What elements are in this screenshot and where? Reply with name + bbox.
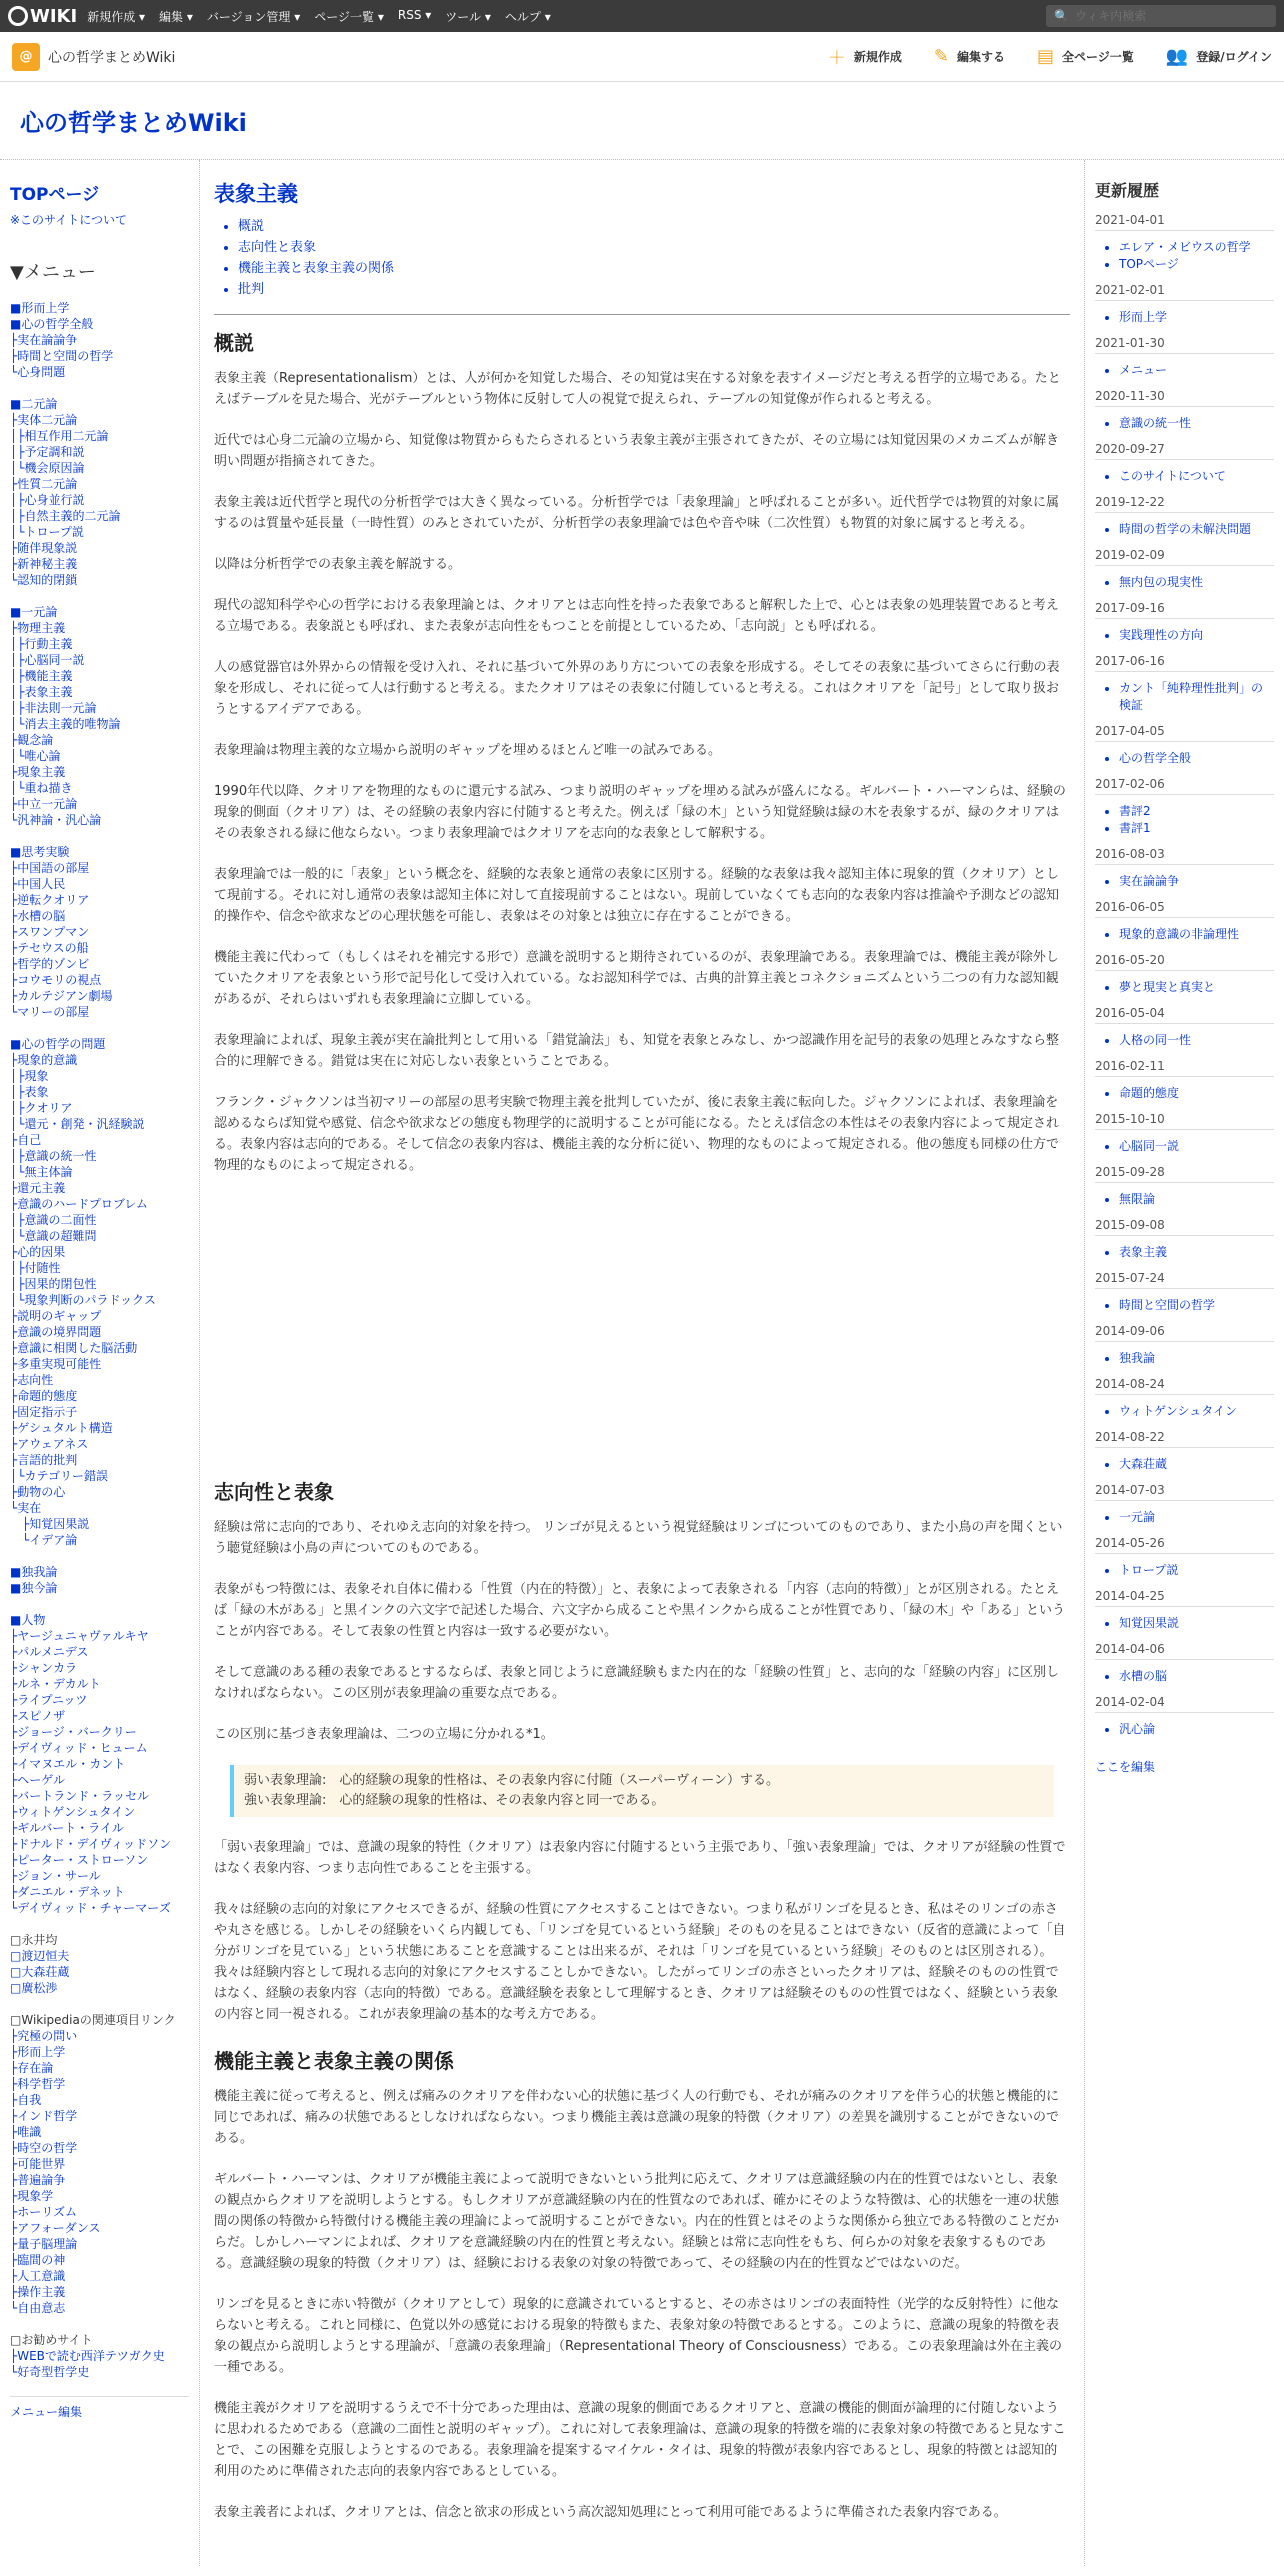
- menu-item[interactable]: ■独今論: [10, 1581, 58, 1595]
- update-item[interactable]: • TOPページ: [1119, 256, 1274, 273]
- action-2[interactable]: [1037, 44, 1134, 70]
- menu-block: [10, 1036, 189, 1548]
- paragraph: 機能主義に従って考えると、例えば痛みのクオリアを伴わない心的状態に基づく人の行動でも、それが痛みのクオリアを伴う心的状態と機能的に同じであれば、痛みの状態であるとしなければならない。つまり機能主義は意識の現象的特徴（クオリア）の差異を識別することができないのである。: [214, 2089, 1060, 2146]
- about-link[interactable]: ※このサイトについて: [10, 213, 127, 227]
- menu-item[interactable]: │└還元・創発・汎経験説: [10, 1117, 145, 1131]
- menu-item[interactable]: □大森荘蔵: [10, 1965, 70, 1979]
- menu-item[interactable]: ├言語的批判: [10, 1453, 78, 1467]
- menu-item[interactable]: ├ギルバート・ライル: [10, 1821, 124, 1835]
- table-of-contents: [238, 216, 1070, 300]
- menu-item[interactable]: ├意識の境界問題: [10, 1325, 102, 1339]
- paragraph: 近代では心身二元論の立場から、知覚像は物質からもたらされるという表象主義が主張されてきたが、その立場には知覚因果のメカニズムが解き明い問題が指摘されてきた。: [214, 433, 1060, 469]
- update-list: [1119, 1350, 1274, 1367]
- paragraph: 以降は分析哲学での表象主義を解説する。: [214, 557, 462, 572]
- menu-item[interactable]: ├現象的意識: [10, 1053, 78, 1067]
- at-icon: [8, 6, 28, 26]
- update-list: [1119, 979, 1274, 996]
- section-heading: 志向性と表象: [214, 1480, 334, 1504]
- wiki-title[interactable]: 心の哲学まとめWiki: [20, 109, 247, 137]
- menu-edit-link[interactable]: メニュー編集: [10, 2396, 189, 2420]
- menu-item[interactable]: │├現象: [10, 1069, 49, 1083]
- action-bar: [796, 44, 1272, 70]
- update-list: [1119, 362, 1274, 379]
- action-3[interactable]: [1166, 44, 1272, 70]
- update-list: [1119, 750, 1274, 767]
- menu-item[interactable]: └好奇型哲学史: [10, 2365, 90, 2379]
- menu-item[interactable]: ├ヤージュニャヴァルキヤ: [10, 1629, 149, 1643]
- update-list: [1119, 926, 1274, 943]
- paragraph: ギルバート・ハーマンは、クオリアが機能主義によって説明できないという批判に応えて、クオリアは意識経験の内在的性質ではないとし、表象の観点からクオリアを説明しようとする。もしクオリアが意識経験の内在的性質なのであれば、確かにそのような特徴は、心的状態を一連の状態間の関係の特徴から特徴付ける機能主義の理論によって説明することができない。内在的性質とはそのような関係から独立である特徴のことだからだ。しかしハーマンによれば、クオリアを意識経験の内在的性質と考えない。経験とは常に志向性をもち、何らかの対象を表象するものである。意識経験の現象的特徴（クオリア）は、経験における表象の対象の特徴であって、その経験の内在的性質などではないのだ。: [214, 2172, 1060, 2271]
- update-list: [1119, 1403, 1274, 1420]
- menu-item[interactable]: ├スワンプマン: [10, 925, 90, 939]
- menu-item[interactable]: ├ルネ・デカルト: [10, 1677, 101, 1691]
- wiki-logo[interactable]: WIKI: [8, 6, 77, 27]
- paragraph: リンゴを見るときに赤い特徴が（クオリアとして）現象的に意識されているとすると、その赤さはリンゴの表面特性（光学的な反射特性）に他ならないと考える。これと同様に、色覚以外の感覚における現象的特徴もまた、表象対象の特徴であるとする。このように、意識の現象的特徴を表象の観点から説明しようとする理論が、「意識の表象理論」（Representational Theory of Consciousness）である。この表象理論は外在主義の一種である。: [214, 2297, 1062, 2375]
- menu-item: □永井均: [10, 1933, 58, 1947]
- update-date: 2016-08-03: [1095, 847, 1274, 865]
- paragraph: 表象主義は近代哲学と現代の分析哲学では大きく異なっている。分析哲学では「表象理論」と呼ばれることが多い。近代哲学では物質的対象に属するのは質量や延長量（一時性質）のみとされていたが、分析哲学の表象理論では色や音や味（二次性質）も物質的対象に属すると考える。: [214, 495, 1060, 531]
- menu-item[interactable]: ├ジョン・サール: [10, 1869, 101, 1883]
- update-date: 2015-09-08: [1095, 1218, 1274, 1236]
- menu-item[interactable]: ├コウモリの視点: [10, 973, 102, 987]
- menu-item[interactable]: └心身問題: [10, 365, 66, 379]
- top-menu-item[interactable]: 編集 ▾: [159, 9, 193, 24]
- menu-block: [10, 604, 189, 828]
- update-item[interactable]: • 夢と現実と真実と: [1119, 979, 1274, 996]
- top-menu-item[interactable]: ツール ▾: [445, 9, 491, 24]
- menu-item[interactable]: ├還元主義: [10, 1181, 66, 1195]
- menu-item[interactable]: ■二元論: [10, 397, 58, 411]
- menu-item[interactable]: └自由意志: [10, 2301, 66, 2315]
- menu-item[interactable]: ├随伴現象説: [10, 541, 78, 555]
- menu-item[interactable]: └実在: [10, 1501, 42, 1515]
- update-item[interactable]: • 水槽の脳: [1119, 1668, 1274, 1685]
- search-input[interactable]: [1075, 9, 1265, 23]
- menu-item[interactable]: ├意識に相関した脳活動: [10, 1341, 138, 1355]
- paragraph: 人の感覚器官は外界からの情報を受け入れ、それに基づいて外界のあり方についての表象を形成する。そしてその表象に基づいてさらに行動の表象を形成し、それに従って人は行動すると考える。またクオリアはその表象に付随していると考える。これはクオリアを「記号」として取り扱おうとするアイデアである。: [214, 660, 1060, 717]
- update-list: [1119, 574, 1274, 591]
- top-menu-item[interactable]: RSS ▾: [397, 7, 432, 22]
- section-heading: 概説: [214, 331, 254, 355]
- menu-item[interactable]: └デイヴィッド・チャーマーズ: [10, 1901, 171, 1915]
- update-date: 2014-04-25: [1095, 1589, 1274, 1607]
- update-item[interactable]: • 一元論: [1119, 1509, 1274, 1526]
- menu-item[interactable]: │└現象判断のパラドックス: [10, 1293, 156, 1307]
- update-item[interactable]: • 大森荘蔵: [1119, 1456, 1274, 1473]
- wiki-header: [0, 82, 1284, 160]
- update-list: [1119, 521, 1274, 538]
- update-item[interactable]: • 意識の統一性: [1119, 415, 1274, 432]
- main-content: [200, 160, 1084, 2566]
- menu-item[interactable]: │└カテゴリー錯誤: [10, 1469, 108, 1483]
- action-icon: ＋: [827, 47, 846, 69]
- top-menu-item[interactable]: ページ一覧 ▾: [314, 9, 384, 24]
- action-icon: ▤: [1037, 46, 1055, 67]
- menu-item[interactable]: │├クオリア: [10, 1101, 73, 1115]
- menu-item[interactable]: ├科学哲学: [10, 2077, 66, 2091]
- menu-item[interactable]: │├因果的閉包性: [10, 1277, 97, 1291]
- update-item[interactable]: • 汎心論: [1119, 1721, 1274, 1738]
- update-date: 2014-08-22: [1095, 1430, 1274, 1448]
- menu-item[interactable]: ├唯識: [10, 2125, 42, 2139]
- update-date: 2014-08-24: [1095, 1377, 1274, 1395]
- menu-item[interactable]: ├実在論論争: [10, 333, 78, 347]
- update-list: [1119, 873, 1274, 890]
- menu-item[interactable]: ├パルメニデス: [10, 1645, 89, 1659]
- menu-block: [10, 1932, 189, 1996]
- update-date: 2017-06-16: [1095, 654, 1274, 672]
- menu-item[interactable]: ■心の哲学の問題: [10, 1037, 106, 1051]
- update-date: 2016-02-11: [1095, 1059, 1274, 1077]
- update-date: 2015-10-10: [1095, 1112, 1274, 1130]
- update-list: [1119, 239, 1274, 273]
- paragraph: そして意識のある種の表象であるとするならば、表象と同じように意識経験もまた内在的な「経験の性質」と、志向的な「経験の内容」に区別しなければならない。この区別が表象理論の重要な点である。: [214, 1665, 1060, 1701]
- menu-item[interactable]: │├表象主義: [10, 685, 73, 699]
- update-date: 2016-05-04: [1095, 1006, 1274, 1024]
- menu-item[interactable]: ├観念論: [10, 733, 54, 747]
- paragraph: 表象理論では一般的に「表象」という概念を、経験的な表象と通常の表象に区別する。経験的な表象は我々認知主体に現象的質（クオリア）として現前する。それに対し通常の表象は認知主体に対して直接現前することはない。現前していなくても志向的な表象内容は推論や予測などの認知的操作や、信念や欲求などの心理状態を可能し、表象はその対象とは独立に存在することができる。: [214, 867, 1060, 924]
- update-item[interactable]: • 現象的意識の非論理性: [1119, 926, 1274, 943]
- update-list: [1119, 803, 1274, 837]
- update-item[interactable]: • 書評2: [1119, 803, 1274, 820]
- menu-item[interactable]: ■形而上学: [10, 301, 70, 315]
- paragraph: フランク・ジャクソンは当初マリーの部屋の思考実験で物理主義を批判していたが、後に表象主義に転向した。ジャクソンによれば、表象理論を認めるならば知覚や感覚、信念や欲求などの態度も物理学的に説明することが可能になる。たとえば信念の本性はその表象内容によって規定される。表象内容は志向的である。そして信念の表象内容は、機能主義的な分析に従い、物理的なものによって規定される。他の態度も同様の仕方で物理的なものによって規定される。: [214, 1095, 1060, 1173]
- update-date: 2014-07-03: [1095, 1483, 1274, 1501]
- menu-block: [10, 300, 189, 380]
- top-menu-item[interactable]: バージョン管理 ▾: [206, 9, 301, 24]
- menu-item[interactable]: ├時間と空間の哲学: [10, 349, 114, 363]
- update-date: 2021-02-01: [1095, 283, 1274, 301]
- menu-item[interactable]: ■一元論: [10, 605, 58, 619]
- update-item[interactable]: • 表象主義: [1119, 1244, 1274, 1261]
- update-date: 2021-01-30: [1095, 336, 1274, 354]
- update-date: 2014-04-06: [1095, 1642, 1274, 1660]
- menu-item[interactable]: ├ジョージ・バークリー: [10, 1725, 137, 1739]
- left-sidebar: [0, 160, 200, 2566]
- menu-item[interactable]: ├可能世界: [10, 2157, 66, 2171]
- update-date: 2017-09-16: [1095, 601, 1274, 619]
- menu-item[interactable]: □廣松渉: [10, 1981, 58, 1995]
- menu-item[interactable]: │├心身並行説: [10, 493, 85, 507]
- menu-item[interactable]: ├ライプニッツ: [10, 1693, 88, 1707]
- menu-item[interactable]: ├形而上学: [10, 2045, 66, 2059]
- menu-item[interactable]: │├意識の統一性: [10, 1149, 97, 1163]
- menu-item[interactable]: │└機会原因論: [10, 461, 85, 475]
- menu-item[interactable]: ├シャンカラ: [10, 1661, 77, 1675]
- menu-item[interactable]: ├固定指示子: [10, 1405, 78, 1419]
- paragraph: 経験は常に志向的であり、それゆえ志向的対象を持つ。 リンゴが見えるという視覚経験はリンゴについてのものであり、また小鳥の声を聞くという聴覚経験は小鳥の声についてのものである。: [214, 1520, 1063, 1556]
- toc-item[interactable]: • 概説: [238, 216, 1070, 237]
- menu-item[interactable]: ├現象学: [10, 2189, 54, 2203]
- update-item[interactable]: • 無限論: [1119, 1191, 1274, 1208]
- update-date: 2020-09-27: [1095, 442, 1274, 460]
- menu-item[interactable]: ├インド哲学: [10, 2109, 78, 2123]
- paragraph: この区別に基づき表象理論は、二つの立場に分かれる*1。: [214, 1727, 554, 1742]
- menu-item[interactable]: ■人物: [10, 1613, 46, 1627]
- menu-item[interactable]: ├中国語の部屋: [10, 861, 90, 875]
- update-list: [1119, 1085, 1274, 1102]
- ad-space: [214, 1196, 1070, 1466]
- menu-item[interactable]: │├非法則一元論: [10, 701, 97, 715]
- menu-item[interactable]: ├スピノザ: [10, 1709, 66, 1723]
- site-logo-icon[interactable]: @: [12, 43, 40, 71]
- menu-item[interactable]: │└トロープ説: [10, 525, 84, 539]
- menu-block: [10, 2012, 189, 2316]
- update-item[interactable]: • 独我論: [1119, 1350, 1274, 1367]
- update-item[interactable]: • 命題的態度: [1119, 1085, 1274, 1102]
- menu-item[interactable]: ├自我: [10, 2093, 42, 2107]
- update-item[interactable]: • 時間の哲学の未解決問題: [1119, 521, 1274, 538]
- update-date: 2016-06-05: [1095, 900, 1274, 918]
- update-list: [1119, 1615, 1274, 1632]
- paragraph: 表象主義（Representationalism）とは、人が何かを知覚した場合、その知覚は実在する対象を表すイメージだと考える哲学的立場である。たとえばテーブルを見た場合、光がテーブルという物体に反射して人の視覚で捉えられ、テーブルの知覚像が作られると考える。: [214, 371, 1061, 407]
- menu-item[interactable]: │├行動主義: [10, 637, 73, 651]
- top-menu-item[interactable]: 新規作成 ▾: [87, 9, 146, 24]
- update-item[interactable]: • 心脳同一説: [1119, 1138, 1274, 1155]
- menu-item[interactable]: ├デイヴィッド・ヒューム: [10, 1741, 148, 1755]
- update-date: 2016-05-20: [1095, 953, 1274, 971]
- menu-item[interactable]: ├WEBで読む西洋テツガク史: [10, 2349, 165, 2363]
- update-item[interactable]: • 知覚因果説: [1119, 1615, 1274, 1632]
- update-item[interactable]: • メニュー: [1119, 362, 1274, 379]
- menu-item[interactable]: │└唯心論: [10, 749, 61, 763]
- sidebar-edit-link[interactable]: ここを編集: [1095, 1760, 1156, 1774]
- menu-item[interactable]: │├機能主義: [10, 669, 73, 683]
- menu-item[interactable]: ├アフォーダンス: [10, 2221, 101, 2235]
- update-list: [1119, 415, 1274, 432]
- menu-item[interactable]: ├中立一元論: [10, 797, 78, 811]
- right-sidebar: [1084, 160, 1284, 2566]
- update-list: [1119, 1138, 1274, 1155]
- paragraph: 表象理論は物理主義的な立場から説明のギャップを埋めるほとんど唯一の試みである。: [214, 743, 722, 758]
- update-list: [1119, 680, 1274, 714]
- update-date: 2019-02-09: [1095, 548, 1274, 566]
- update-list: [1119, 1032, 1274, 1049]
- search-box[interactable]: [1046, 5, 1276, 27]
- menu-block: [10, 844, 189, 1020]
- menu-item[interactable]: ├心的因果: [10, 1245, 66, 1259]
- menu-item[interactable]: ├臨間の神: [10, 2253, 66, 2267]
- menu-item[interactable]: ■心の哲学全般: [10, 317, 94, 331]
- paragraph: 我々は経験の志向的対象にアクセスできるが、経験の性質にアクセスすることはできない。つまり私がリンゴを見るとき、私はそのリンゴの赤さや丸さを感じる。しかしその経験をいくら内観しても、「リンゴを見ているという経験」そのものを見ることはできない（反省的意識によって「自分がリンゴを見ている」という状態にあることを意識することは出来るが、それは「リンゴを見ているという経験」そのものとは区別される）。我々は経験内容として現れる志向的対象にアクセスすることしかできない。したがってリンゴの赤さといったクオリアは、経験そのものの性質ではなく、経験の表象内容（志向的特徴）である。意識経験を表象として理解するとき、クオリアは経験そのものの性質ではなく、経験という表象の内容と同一視される。これが表象理論の基本的な考え方である。: [214, 1902, 1066, 2022]
- update-list: [1119, 1297, 1274, 1314]
- menu-item[interactable]: │├心脳同一説: [10, 653, 85, 667]
- menu-item[interactable]: ├実体二元論: [10, 413, 78, 427]
- menu-item[interactable]: ├イマヌエル・カント: [10, 1757, 126, 1771]
- update-list: [1119, 1721, 1274, 1738]
- update-list: [1119, 1562, 1274, 1579]
- search-icon: 🔍: [1054, 9, 1069, 23]
- top-menu-item[interactable]: ヘルプ ▾: [504, 9, 551, 24]
- menu-item[interactable]: │└意識の超難問: [10, 1229, 97, 1243]
- menu-item[interactable]: │└重ね描き: [10, 781, 73, 795]
- paragraph: 表象理論によれば、現象主義が実在論批判として用いる「錯覚論法」も、知覚を表象とみなし、かつ認識作用を記号的表象の処理とみなすなら整合的に理解できる。錯覚は実在に対応しない表象ということである。: [214, 1033, 1060, 1069]
- menu-item[interactable]: ├ホーリズム: [10, 2205, 77, 2219]
- quote-line: 強い表象理論: 心的経験の現象的性格は、その表象内容と同一である。: [244, 1793, 665, 1808]
- menu-item[interactable]: ├新神秘主義: [10, 557, 78, 571]
- update-list: [1119, 1244, 1274, 1261]
- menu-item[interactable]: ├存在論: [10, 2061, 54, 2075]
- toc-item[interactable]: • 批判: [238, 279, 1070, 300]
- menu-item[interactable]: ├ドナルド・デイヴィッドソン: [10, 1837, 172, 1851]
- site-name[interactable]: 心の哲学まとめWiki: [48, 49, 176, 66]
- update-date: 2014-02-04: [1095, 1695, 1274, 1713]
- menu-item[interactable]: ├命題的態度: [10, 1389, 78, 1403]
- update-item[interactable]: • カント「純粋理性批判」の検証: [1119, 680, 1274, 714]
- menu-item[interactable]: ├テセウスの船: [10, 941, 89, 955]
- menu-item[interactable]: ├ウィトゲンシュタイン: [10, 1805, 136, 1819]
- top-page-link[interactable]: TOPページ: [10, 185, 100, 205]
- menu-item[interactable]: ├中国人民: [10, 877, 66, 891]
- menu-title: ▼メニュー: [10, 262, 96, 283]
- menu-item[interactable]: ├時空の哲学: [10, 2141, 78, 2155]
- action-0[interactable]: [828, 44, 902, 70]
- update-date: 2017-02-06: [1095, 777, 1274, 795]
- toc-item[interactable]: • 志向性と表象: [238, 237, 1070, 258]
- menu-item[interactable]: │├相互作用二元論: [10, 429, 109, 443]
- menu-item[interactable]: ├多重実現可能性: [10, 1357, 102, 1371]
- page-title: 表象主義: [214, 182, 298, 206]
- updates-title: 更新履歴: [1095, 181, 1160, 200]
- menu-item[interactable]: ■独我論: [10, 1565, 58, 1579]
- menu-item[interactable]: ├カルテジアン劇場: [10, 989, 113, 1003]
- paragraph: 表象主義者によれば、クオリアとは、信念と欲求の形成という高次認知処理にとって利用可能であるように準備された表象内容である。: [214, 2505, 1007, 2520]
- update-item[interactable]: • 実践理性の方向: [1119, 627, 1274, 644]
- action-label: 新規作成: [853, 50, 902, 64]
- paragraph: 機能主義がクオリアを説明するうえで不十分であった理由は、意識の現象的側面であるクオリアと、意識の機能的側面が論理的に付随しないように思われるためである（意識の二面性と説明のギャップ）。これに対して表象理論は、意識の現象的特徴を端的に表象対象の特徴であると見なすことで、この困難を克服しようとするのである。表象理論を提案するマイケル・タイは、現象的特徴が表象内容であるとし、現象的特徴とは認知的利用のために準備された志向的表象内容であるとしている。: [214, 2401, 1066, 2479]
- menu-item[interactable]: ├ヘーゲル: [10, 1773, 65, 1787]
- top-bar: [0, 0, 1284, 32]
- top-menu: [87, 8, 565, 25]
- menu-item[interactable]: ├人工意識: [10, 2269, 66, 2283]
- action-icon: ✎: [933, 46, 949, 67]
- action-label: 登録/ログイン: [1196, 50, 1272, 64]
- menu-item[interactable]: ├動物の心: [10, 1485, 66, 1499]
- update-date: 2019-12-22: [1095, 495, 1274, 513]
- action-label: 編集する: [956, 50, 1005, 64]
- update-item[interactable]: • 形而上学: [1119, 309, 1274, 326]
- menu-item[interactable]: │├付随性: [10, 1261, 61, 1275]
- paragraph: 現代の認知科学や心の哲学における表象理論とは、クオリアとは志向性を持った表象であると解釈した上で、心とは表象の処理装置であると考える立場である。表象説とも呼ばれ、また表象が志向性をもつことを前提としているため、「志向説」とも呼ばれる。: [214, 598, 1059, 634]
- menu-item[interactable]: ├アウェアネス: [10, 1437, 89, 1451]
- menu-item[interactable]: │├予定調和説: [10, 445, 85, 459]
- paragraph: 機能主義に代わって（もしくはそれを補完する形で）意識を説明すると期待されているのが、表象理論である。表象理論では、機能主義が除外していたクオリアを表象という形で記号化して受け入れている。なお認知科学では、古典的計算主義とコネクショニズムという二つの有力な認知観があるが、それらはいずれも表象理論に立脚している。: [214, 950, 1059, 1007]
- update-list: [1119, 1456, 1274, 1473]
- update-date: 2014-05-26: [1095, 1536, 1274, 1554]
- action-1[interactable]: [934, 44, 1005, 70]
- update-item[interactable]: • 人格の同一性: [1119, 1032, 1274, 1049]
- update-list: [1119, 1668, 1274, 1685]
- menu-item[interactable]: ■思考実験: [10, 845, 70, 859]
- menu-item[interactable]: ├現象主義: [10, 765, 66, 779]
- divider: [214, 314, 1070, 315]
- menu-item[interactable]: └認知的閉鎖: [10, 573, 78, 587]
- update-list: [1119, 1191, 1274, 1208]
- menu-item[interactable]: ├バートランド・ラッセル: [10, 1789, 149, 1803]
- menu-block: [10, 2332, 189, 2380]
- menu-item[interactable]: ├量子脳理論: [10, 2237, 78, 2251]
- menu-item[interactable]: └マリーの部屋: [10, 1005, 90, 1019]
- menu-item[interactable]: ├逆転クオリア: [10, 893, 90, 907]
- menu-item[interactable]: │├自然主義的二元論: [10, 509, 121, 523]
- menu-item[interactable]: │├意識の二面性: [10, 1213, 97, 1227]
- update-list: [1119, 1509, 1274, 1526]
- update-item[interactable]: • ウィトゲンシュタイン: [1119, 1403, 1274, 1420]
- menu-item[interactable]: ├物理主義: [10, 621, 66, 635]
- update-date: 2015-09-28: [1095, 1165, 1274, 1183]
- menu-item[interactable]: ├意識のハードプロブレム: [10, 1197, 148, 1211]
- paragraph: 1990年代以降、クオリアを物理的なものに還元する試み、つまり説明のギャップを埋める試みが盛んになる。ギルバート・ハーマンらは、経験の現象的側面（クオリア）は、その経験の表象内容に付随すると考えた。例えば「緑の木」という知覚経験は緑の木を表象するが、緑のクオリアはその表象される緑に他ならない。つまり表象理論ではクオリアを志向的な表象として解釈する。: [214, 784, 1066, 841]
- update-list: [1119, 309, 1274, 326]
- menu-item[interactable]: │└無主体論: [10, 1165, 73, 1179]
- blockquote: [230, 1765, 1054, 1817]
- menu-item[interactable]: │├表象: [10, 1085, 49, 1099]
- menu-item: □Wikipediaの関連項目リンク: [10, 2013, 176, 2027]
- menu-block: [10, 396, 189, 588]
- menu-item[interactable]: ├ピーター・ストローソン: [10, 1853, 149, 1867]
- action-icon: 👥: [1165, 46, 1189, 67]
- menu-item[interactable]: ├説明のギャップ: [10, 1309, 102, 1323]
- menu-item[interactable]: □渡辺恒夫: [10, 1949, 70, 1963]
- menu-item: □お勧めサイト: [10, 2333, 93, 2347]
- update-date: 2014-09-06: [1095, 1324, 1274, 1342]
- update-item[interactable]: • このサイトについて: [1119, 468, 1274, 485]
- quote-line: 弱い表象理論: 心的経験の現象的性格は、その表象内容に付随（スーパーヴィーン）する。: [244, 1773, 780, 1788]
- section-heading: 機能主義と表象主義の関係: [214, 2049, 454, 2073]
- menu-item[interactable]: └イデア論: [10, 1533, 78, 1547]
- menu-item[interactable]: ├性質二元論: [10, 477, 78, 491]
- menu-item[interactable]: ├ダニエル・デネット: [10, 1885, 125, 1899]
- menu-item[interactable]: │└消去主義的唯物論: [10, 717, 121, 731]
- menu-item[interactable]: ├自己: [10, 1133, 42, 1147]
- update-item[interactable]: • エレア・メビウスの哲学: [1119, 239, 1274, 256]
- menu-item[interactable]: ├操作主義: [10, 2285, 66, 2299]
- update-item[interactable]: • トロープ説: [1119, 1562, 1274, 1579]
- update-date: 2020-11-30: [1095, 389, 1274, 407]
- update-date: 2017-04-05: [1095, 724, 1274, 742]
- update-list: [1119, 627, 1274, 644]
- paragraph: 表象がもつ特徴には、表象それ自体に備わる「性質（内在的特徴）」と、表象によって表象される「内容（志向的特徴）」とが区別される。たとえば「緑の木がある」と黒インクの六文字で記述した場合、六文字から成ることや黒インクから成ることが性質であり、「緑の木」や「ある」ということが内容である。そして表象の性質と内容は一致する必要がない。: [214, 1582, 1065, 1639]
- action-label: 全ページ一覧: [1062, 50, 1134, 64]
- menu-item[interactable]: ├究極の問い: [10, 2029, 78, 2043]
- update-date: 2021-04-01: [1095, 213, 1274, 231]
- update-item[interactable]: • 時間と空間の哲学: [1119, 1297, 1274, 1314]
- paragraph: 「弱い表象理論」では、意識の現象的特性（クオリア）は表象内容に付随するという主張であり、「強い表象理論」では、クオリアが経験の性質ではなく表象内容、つまり志向性であることを主張する。: [214, 1840, 1066, 1876]
- update-list: [1119, 468, 1274, 485]
- menu-item[interactable]: ├水槽の脳: [10, 909, 66, 923]
- menu-block: [10, 1612, 189, 1916]
- menu-item[interactable]: └汎神論・汎心論: [10, 813, 102, 827]
- menu-item[interactable]: ├ゲシュタルト構造: [10, 1421, 113, 1435]
- update-item[interactable]: • 書評1: [1119, 820, 1274, 837]
- site-bar: [0, 32, 1284, 82]
- menu-item[interactable]: ├哲学的ゾンビ: [10, 957, 90, 971]
- update-item[interactable]: • 心の哲学全般: [1119, 750, 1274, 767]
- menu-item[interactable]: ├普遍論争: [10, 2173, 66, 2187]
- update-date: 2015-07-24: [1095, 1271, 1274, 1289]
- menu-item[interactable]: ├志向性: [10, 1373, 54, 1387]
- toc-item[interactable]: • 機能主義と表象主義の関係: [238, 258, 1070, 279]
- update-item[interactable]: • 実在論論争: [1119, 873, 1274, 890]
- update-item[interactable]: • 無内包の現実性: [1119, 574, 1274, 591]
- menu-item[interactable]: ├知覚因果説: [10, 1517, 90, 1531]
- menu-block: [10, 1564, 189, 1596]
